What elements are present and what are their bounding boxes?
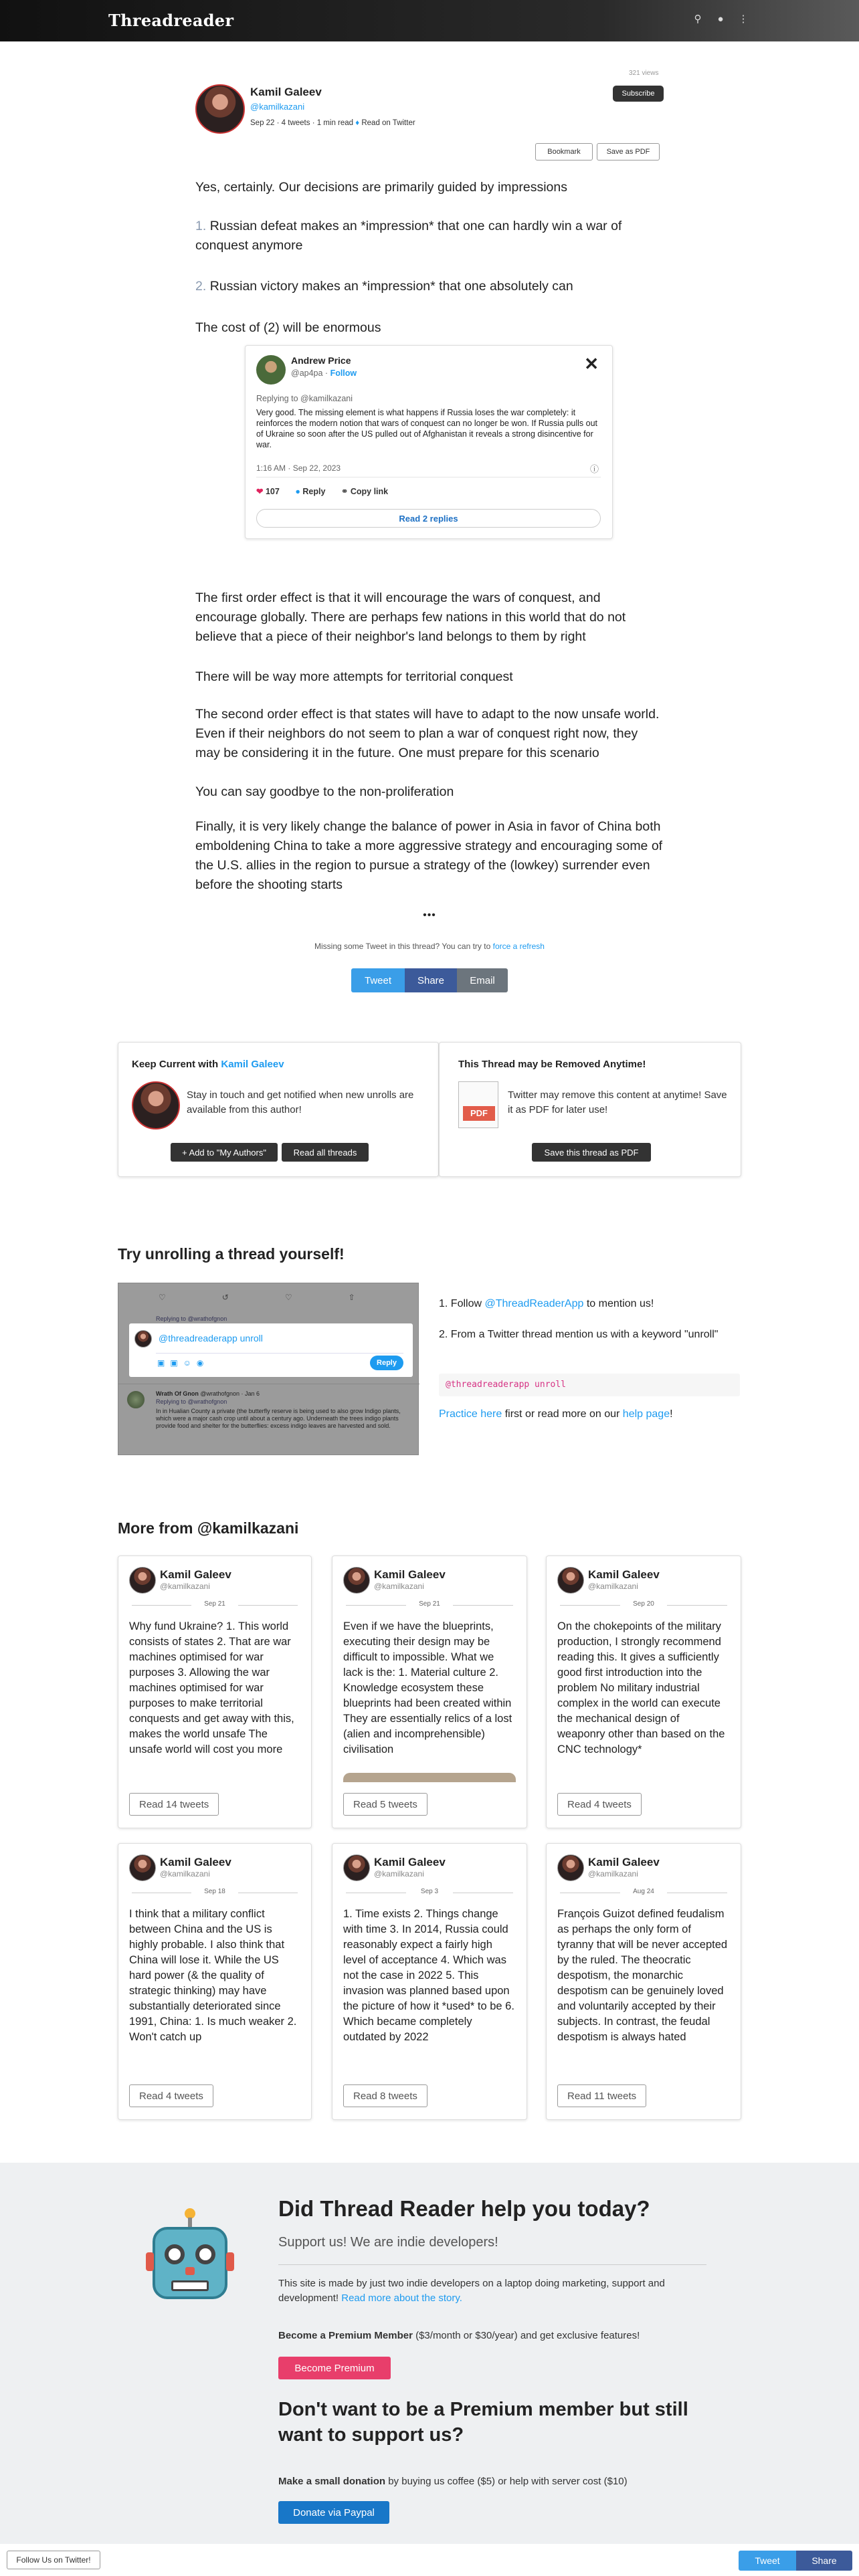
card-text: 1. Time exists 2. Things change with time 3. In 2014, Russia could reasonably expect a fairly high level of acceptance 4. Which was not the case in 2022 5. This invasion was planned based upon the picture of how it *used* to be 6. Which became completely outdated by 2022 [343, 1908, 514, 2043]
card-author-handle: @kamilkazani [160, 1582, 210, 1591]
tweet-share-button[interactable]: Tweet [351, 968, 405, 992]
embed-text: Very good. The missing element is what happens if Russia loses the war completely: it reinforces the modern notion that wars of conquest can no longer be won. If Russia pulls out of Ukraine so soon after the US pulled out of Afghanistan it reveals a strong disincentive for war. [256, 408, 598, 449]
read-tweets-button[interactable]: Read 4 tweets [129, 2084, 213, 2107]
x-logo-icon[interactable]: ✕ [584, 354, 599, 374]
tweet-paragraph: Yes, certainly. Our decisions are primarily guided by impressions [195, 180, 567, 195]
embed-handle[interactable]: @ap4pa [291, 368, 323, 378]
shot-reply-button: Reply [370, 1356, 403, 1370]
thread-card[interactable] [546, 1555, 741, 1828]
read-tweets-button[interactable]: Read 11 tweets [557, 2084, 646, 2107]
embedded-tweet[interactable]: Andrew Price @ap4pa · Follow ✕ Replying to @kamilkazani Very good. The missing element is what happens if Russia loses the war completely: it reinforces the modern notion that wars of conquest can no longer be won. If Russia pulls out of Ukraine so soon after the US pulled out of Afghanistan it reveals a strong disincentive for war. 1:16 AM · Sep 22, 2023 ⓘ ❤ 107 ● Reply ⚭ Copy link Read 2 replies [245, 345, 613, 539]
robot-mascot-icon [146, 2208, 234, 2302]
pdf-icon: PDF [458, 1081, 498, 1128]
subscribe-label: Subscribe [622, 90, 655, 98]
removal-text: Twitter may remove this content at anytime! Save it as PDF for later use! [508, 1089, 727, 1115]
shot-compose-box: @threadreaderapp unroll ▣▣☺◉ Reply [129, 1323, 413, 1377]
unroll-step-1: 1. Follow @ThreadReaderApp to mention us! [439, 1298, 654, 1309]
email-share-button[interactable]: Email [457, 968, 508, 992]
practice-here-link[interactable]: Practice here [439, 1408, 502, 1420]
embed-follow-link[interactable]: Follow [330, 368, 357, 378]
unroll-example-screenshot: ♡↺♡⇧ Replying to @wrathofgnon @threadreaderapp unroll ▣▣☺◉ Reply Wrath Of Gnon @wrathofgnon · Jan 6 Replying to @wrathofgnon In in Hualian County a private (the butterfly reserve is being used to also grow Indigo plants, which were a major cash crop until about a century ago. Underneath the trees indigo plants provide food and shelter for the butterflies: excess indigo leaves are harvested and sold. [118, 1283, 419, 1455]
share-button[interactable]: Share [405, 968, 457, 992]
reply-icon[interactable]: ● [295, 487, 300, 496]
thread-card[interactable] [332, 1843, 527, 2120]
read-tweets-button[interactable]: Read 8 tweets [343, 2084, 427, 2107]
card-media-thumbnail[interactable] [343, 1773, 516, 1782]
author-name[interactable]: Kamil Galeev [250, 86, 322, 98]
menu-icon[interactable]: ⋮ [738, 13, 749, 25]
shot-tweet-text: In in Hualian County a private (the butterfly reserve is being used to also grow Indigo plants, which were a major cash crop until about a century ago. Underneath the trees indigo plants provide food and shelter for the butterflies: excess indigo leaves are harvested and sold. [156, 1408, 401, 1429]
author-avatar[interactable] [195, 84, 245, 134]
donate-paypal-button[interactable]: Donate via Paypal [278, 2501, 389, 2524]
save-thread-pdf-button[interactable]: Save this thread as PDF [532, 1143, 651, 1162]
card-text: I think that a military conflict between China and the US is highly probable. I also think that China will lose it. While the US hard power (& the quality of strategic thinking) may have substantially deteriorated since 1991, China: 1. Is much weaker 2. Won't catch up [129, 1908, 297, 2043]
add-to-my-authors-button[interactable]: + Add to "My Authors" [171, 1143, 278, 1162]
top-navbar [0, 0, 859, 41]
support-paragraph: This site is made by just two indie developers on a laptop doing marketing, support and development! Read more about the story. [278, 2278, 665, 2304]
try-unrolling-title: Try unrolling a thread yourself! [118, 1245, 345, 1263]
practice-line: Practice here first or read more on our help page! [439, 1408, 673, 1420]
card-author-handle: @kamilkazani [588, 1869, 638, 1879]
card-author-name: Kamil Galeev [160, 1568, 231, 1581]
copy-link-label[interactable]: Copy link [350, 487, 389, 496]
card-date: Sep 18 [132, 1888, 298, 1895]
footer-share-button[interactable]: Share [796, 2551, 852, 2571]
tweet-paragraph: The cost of (2) will be enormous [195, 320, 381, 335]
card-author-handle: @kamilkazani [588, 1582, 638, 1591]
tweet-paragraph: Finally, it is very likely change the balance of power in Asia in favor of China both emboldening China to take a more aggressive strategy and encouraging some of the U.S. allies in the region to pursue a strategy of the (lowkey) surrender even before the shooting starts [195, 819, 663, 892]
shot-tweet-avatar [126, 1390, 145, 1409]
subscribe-button[interactable] [613, 86, 664, 102]
keep-current-text: Stay in touch and get notified when new unrolls are available from this author! [187, 1089, 414, 1115]
reply-label[interactable]: Reply [302, 487, 326, 496]
card-text: Even if we have the blueprints, executing their design may be difficult to impossible. What we lack is the: 1. Material culture 2. Knowledge ecosystem these blueprints had been created within They are essentially relics of a lost (alien and incomprehensible) civilisation [343, 1620, 512, 1755]
thread-card[interactable] [118, 1555, 312, 1828]
premium-line: Become a Premium Member ($3/month or $30/year) and get exclusive features! [278, 2330, 640, 2341]
force-refresh-link[interactable]: force a refresh [492, 942, 545, 951]
read-tweets-button[interactable]: Read 5 tweets [343, 1793, 427, 1816]
card-author-name: Kamil Galeev [588, 1568, 660, 1581]
shot-avatar [134, 1330, 152, 1348]
donation-line: Make a small donation by buying us coffee ($5) or help with server cost ($10) [278, 2476, 628, 2487]
thread-removal-card [439, 1042, 741, 1177]
tweet-paragraph: 2. Russian victory makes an *impression* that one absolutely can [195, 279, 573, 294]
support-section [0, 2163, 859, 2544]
card-author-handle: @kamilkazani [374, 1869, 424, 1879]
card-author-handle: @kamilkazani [374, 1582, 424, 1591]
author-handle[interactable]: @kamilkazani [250, 102, 305, 112]
support-subtitle: Support us! We are indie developers! [278, 2235, 498, 2250]
card-text: François Guizot defined feudalism as perhaps the only form of tyranny that will be never accepted by the ruled. The theocratic despotism, the monarchic despotism can be genuinely loved and voluntarily accepted by their subjects. In contrast, the feudal despotism is always hated [557, 1908, 728, 2043]
read-replies-button[interactable]: Read 2 replies [256, 509, 601, 528]
info-icon[interactable]: ⓘ [589, 464, 599, 474]
bookmark-button[interactable]: Bookmark [535, 143, 593, 160]
compose-media-icons: ▣▣☺◉ [157, 1358, 209, 1368]
card-author-name: Kamil Galeev [374, 1568, 446, 1581]
card-avatar[interactable] [129, 1567, 156, 1594]
more-from-title: More from @kamilkazani [118, 1519, 299, 1537]
thread-end-ellipsis: ••• [423, 909, 436, 921]
card-avatar[interactable] [557, 1854, 584, 1881]
card-author-name: Kamil Galeev [160, 1856, 231, 1868]
tweet-paragraph: You can say goodbye to the non-proliferation [195, 784, 454, 799]
embed-author-name[interactable]: Andrew Price [291, 355, 351, 366]
card-avatar[interactable] [343, 1854, 370, 1881]
tweet-paragraph: 1. Russian defeat makes an *impression* that one can hardly win a war of conquest anymore [195, 219, 622, 253]
tweet-paragraph: There will be way more attempts for territorial conquest [195, 669, 513, 684]
help-page-link[interactable]: help page [622, 1408, 670, 1420]
card-text: On the chokepoints of the military production, I strongly recommend reading this. It gives a sufficiently good first introduction into the problem No military industrial complex in the world can execute the mechanical design of weaponry other than based on the CNC technology* [557, 1620, 725, 1755]
card-text: Why fund Ukraine? 1. This world consists of states 2. That are war machines optimised for war purposes 3. Allowing the war machines optimised for war purposes to make territorial conquests and get away with this, makes the world unsafe The unsafe world will cost you more [129, 1620, 294, 1755]
divider [278, 2264, 706, 2265]
unroll-step-2: 2. From a Twitter thread mention us with a keyword "unroll" [439, 1329, 719, 1340]
card-date: Sep 21 [346, 1600, 513, 1608]
search-icon[interactable]: ⚲ [694, 13, 702, 25]
thread-card[interactable] [332, 1555, 527, 1828]
thread-card[interactable] [546, 1843, 741, 2120]
missing-tweet-note: Missing some Tweet in this thread? You can try to force a refresh [314, 942, 545, 951]
threadreaderapp-link[interactable]: @ThreadReaderApp [484, 1298, 584, 1309]
brand-logo[interactable]: Threadreader [108, 11, 234, 30]
keep-current-title: Keep Current with Kamil Galeev [132, 1059, 284, 1070]
follow-us-twitter-button[interactable]: Follow Us on Twitter! [7, 2551, 100, 2569]
keep-current-card [118, 1042, 439, 1177]
tweet-paragraph: The second order effect is that states will have to adapt to the now unsafe world. Even if their neighbors do not seem to plan a war of conquest right now, they may be considering it in the future. One must prepare for this scenario [195, 707, 660, 760]
card-avatar[interactable] [557, 1567, 584, 1594]
about-story-link[interactable]: Read more about the story. [341, 2292, 462, 2304]
thread-meta: Sep 22 · 4 tweets · 1 min read ♦ Read on Twitter [250, 119, 415, 127]
twitter-bird-icon: ♦ [355, 119, 360, 127]
card-date: Aug 24 [560, 1888, 727, 1895]
card-avatar[interactable] [343, 1567, 370, 1594]
thread-card[interactable] [118, 1843, 312, 2120]
tweet-action-icons: ♡↺♡⇧ [159, 1293, 411, 1302]
footer-tweet-button[interactable]: Tweet [739, 2551, 796, 2571]
like-count: 107 [265, 487, 280, 496]
card-date: Sep 20 [560, 1600, 727, 1608]
card-avatar[interactable] [129, 1854, 156, 1881]
card-date: Sep 3 [346, 1888, 513, 1895]
unroll-code-snippet[interactable]: @threadreaderapp unroll [439, 1374, 740, 1396]
link-icon[interactable]: ⚭ [341, 487, 349, 496]
views-count: 321 views [629, 70, 659, 77]
keep-author-avatar[interactable] [132, 1081, 180, 1130]
shot-reply-to: Replying to @wrathofgnon [156, 1315, 227, 1322]
card-author-name: Kamil Galeev [588, 1856, 660, 1868]
read-on-twitter-link[interactable]: Read on Twitter [361, 119, 415, 127]
card-date: Sep 21 [132, 1600, 298, 1608]
heart-icon[interactable]: ❤ [256, 487, 264, 496]
become-premium-button[interactable]: Become Premium [278, 2357, 391, 2379]
card-author-name: Kamil Galeev [374, 1856, 446, 1868]
read-tweets-button[interactable]: Read 4 tweets [557, 1793, 642, 1816]
embed-avatar[interactable] [256, 355, 286, 385]
support-title-2: Don't want to be a Premium member but still want to support us? [278, 2399, 688, 2446]
save-pdf-button[interactable]: Save as PDF [597, 143, 660, 160]
removal-title: This Thread may be Removed Anytime! [458, 1059, 646, 1070]
support-title: Did Thread Reader help you today? [278, 2196, 650, 2221]
embed-time[interactable]: 1:16 AM · Sep 22, 2023 [256, 463, 341, 473]
embed-reply-to: Replying to @kamilkazani [256, 394, 353, 403]
read-tweets-button[interactable]: Read 14 tweets [129, 1793, 219, 1816]
tweet-paragraph: The first order effect is that it will encourage the wars of conquest, and encourage globally. There are perhaps few nations in this world that do not believe that a piece of their neighbor's land belongs to them by right [195, 591, 626, 644]
read-all-threads-button[interactable]: Read all threads [282, 1143, 369, 1162]
card-author-handle: @kamilkazani [160, 1869, 210, 1879]
user-icon[interactable]: ● [717, 13, 724, 25]
